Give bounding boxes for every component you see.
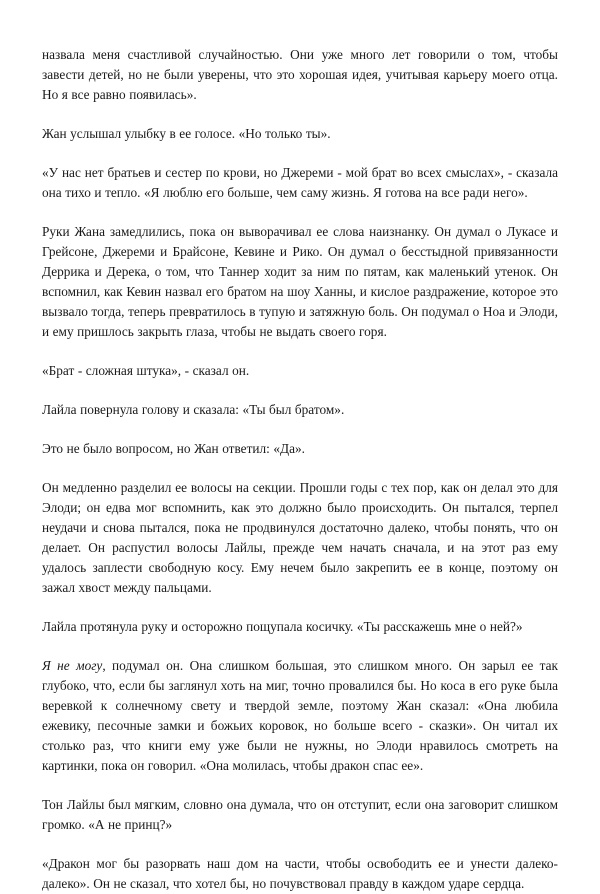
- paragraph-6: Лайла повернула голову и сказала: «Ты был братом».: [42, 402, 345, 417]
- paragraph-9: Лайла протянула руку и осторожно пощупала косичку. «Ты расскажешь мне о ней?»: [42, 619, 523, 634]
- paragraph-12: «Дракон мог бы разорвать наш дом на части, чтобы освободить ее и унести далеко-далеко». Он не сказал, что хотел бы, но почувствовал правду в каждом ударе сердца.: [42, 856, 558, 891]
- paragraph-10: [42, 656, 558, 776]
- paragraph-10-italic-lead: Я не могу: [42, 658, 103, 673]
- paragraph-2: Жан услышал улыбку в ее голосе. «Но только ты».: [42, 126, 331, 141]
- paragraph-11: Тон Лайлы был мягким, словно она думала, что он отступит, если она заговорит слишком громко. «А не принц?»: [42, 797, 558, 832]
- paragraph-4: Руки Жана замедлились, пока он выворачивал ее слова наизнанку. Он думал о Лукасе и Грейсоне, Джереми и Брайсоне, Кевине и Рико. Он думал о бесстыдной привязанности Деррика и Дерека, о том, что Таннер ходит за ним по пятам, как маленький утенок. Он вспомнил, как Кевин назвал его братом на шоу Ханны, и кислое раздражение, которое это вызвало тогда, теперь превратилось в тупую и затяжную боль. Он подумал о Ноа и Элоди, и ему пришлось закрыть глаза, чтобы не выдать своего горя.: [42, 224, 558, 339]
- paragraph-3: «У нас нет братьев и сестер по крови, но Джереми - мой брат во всех смыслах», - сказала она тихо и тепло. «Я люблю его больше, чем саму жизнь. Я готова на все ради него».: [42, 165, 558, 200]
- document-body: [42, 45, 558, 894]
- paragraph-5: «Брат - сложная штука», - сказал он.: [42, 363, 250, 378]
- paragraph-1: назвала меня счастливой случайностью. Они уже много лет говорили о том, чтобы завести детей, но не были уверены, что это хорошая идея, учитывая карьеру моего отца. Но я все равно появилась».: [42, 47, 558, 102]
- paragraph-8: Он медленно разделил ее волосы на секции. Прошли годы с тех пор, как он делал это для Элоди; он едва мог вспомнить, как это должно было происходить. Он пытался, терпел неудачи и снова пытался, пока не продвинулся достаточно далеко, чтобы понять, что он делает. Он распустил волосы Лайлы, прежде чем начать сначала, и на этот раз ему удалось заплести свободную косу. Ему нечем было закрепить ее в конце, поэтому он зажал хвост между пальцами.: [42, 480, 558, 595]
- paragraph-10-text: , подумал он. Она слишком большая, это слишком много. Он зарыл ее так глубоко, что, если бы заглянул хоть на миг, точно провалился бы. Но коса в его руке была веревкой к солнечному свету и твердой земле, поэтому Жан сказал: «Она любила ежевику, песочные замки и божьих коровок, но больше всего - сказки». Он читал их столько раз, что книги ему уже были не нужны, но Элоди нравилось смотреть на картинки, пока он говорил. «Она молилась, чтобы дракон спас ее».: [42, 658, 558, 773]
- paragraph-7: Это не было вопросом, но Жан ответил: «Да».: [42, 441, 305, 456]
